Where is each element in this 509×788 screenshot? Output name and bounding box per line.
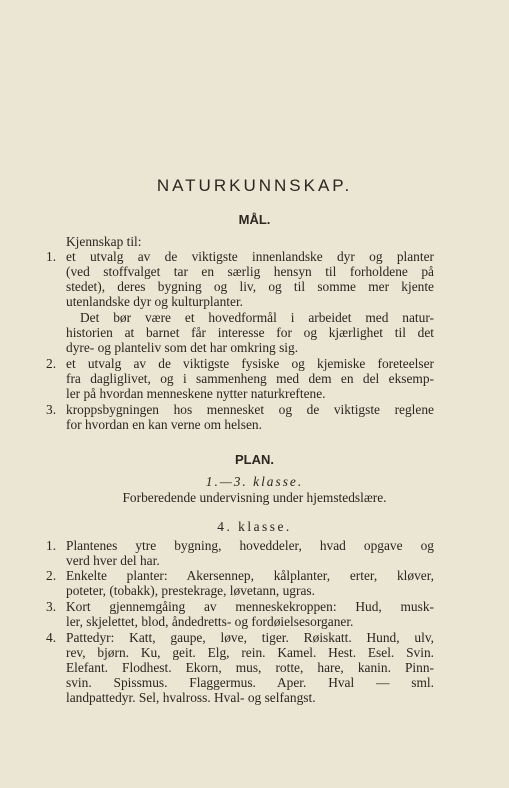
mal-paragraph-line: dyre- og planteliv som det har omkring sig. [66,340,299,355]
plan-heading: PLAN. [235,452,274,467]
plan-item-line: Elefant. Flodhest. Ekorn, mus, rotte, hare, kanin. Pinn- [66,660,434,675]
mal-item-line: et utvalg av de viktigste fysiske og kjemiske foreteelser [66,356,434,371]
plan-item-line: landpattedyr. Sel, hvalross. Hval- og selfangst. [66,690,316,705]
class-1-3-heading: 1.—3. klasse. [205,474,304,489]
mal-item-number: 1. [46,249,57,264]
plan-item-line: Plantenes ytre bygning, hoveddeler, hvad opgave og [66,538,434,553]
plan-item-number: 1. [46,538,57,553]
mal-item-line: (ved stoffvalget tar en særlig hensyn til forholdene på [66,264,434,279]
mal-item-line: for hvordan en kan verne om helsen. [66,417,262,432]
plan-item-line: svin. Spissmus. Flaggermus. Aper. Hval — sml. [66,675,434,690]
mal-item-line: fra dagliglivet, og i sammenheng med dem en del eksemp- [66,371,434,386]
mal-item-line: kroppsbygningen hos mennesket og de viktigste reglene [66,402,434,417]
mal-paragraph-line: Det bør være et hovedformål i arbeidet med natur- [80,310,434,325]
plan-item-line: verd hver del har. [66,553,160,568]
mal-item-line: stedet), deres bygning og liv, og til somme mer kjente [66,279,434,294]
page-title: NATURKUNNSKAP. [156,176,353,195]
mal-heading: MÅL. [238,212,271,227]
mal-intro: Kjennskap til: [66,234,142,249]
mal-item-number: 2. [46,356,57,371]
mal-item-number: 3. [46,402,57,417]
class-4-heading: 4. klasse. [217,519,292,534]
mal-paragraph-line: historien at barnet får interesse for og kjærlighet til det [66,325,434,340]
class-1-3-text: Forberedende undervisning under hjemstedslære. [122,490,387,505]
plan-item-line: Pattedyr: Katt, gaupe, løve, tiger. Røiskatt. Hund, ulv, [66,630,434,645]
plan-item-line: rev, bjørn. Ku, geit. Elg, rein. Kamel. Hest. Esel. Svin. [66,645,434,660]
plan-item-line: poteter, (tobakk), prestekrage, løvetann, ugras. [66,583,315,598]
plan-item-number: 2. [46,568,57,583]
mal-item-line: et utvalg av de viktigste innenlandske dyr og planter [66,249,434,264]
mal-item-line: ler på hvordan menneskene nytter naturkreftene. [66,386,326,401]
plan-item-line: ler, skjelettet, blod, åndedretts- og fordøielsesorganer. [66,614,354,629]
plan-item-number: 4. [46,630,57,645]
plan-item-number: 3. [46,599,57,614]
plan-item-line: Enkelte planter: Akersennep, kålplanter, erter, kløver, [66,568,434,583]
plan-item-line: Kort gjennemgåing av menneskekroppen: Hud, musk- [66,599,434,614]
mal-item-line: utenlandske dyr og kulturplanter. [66,294,244,309]
